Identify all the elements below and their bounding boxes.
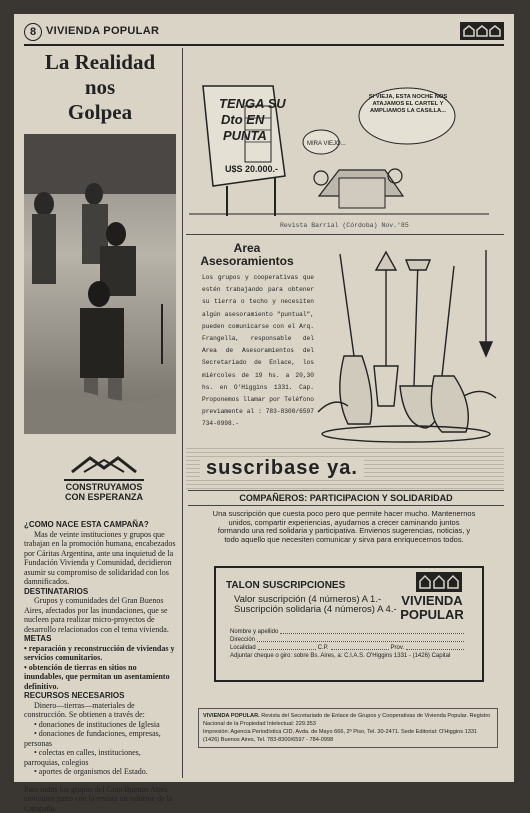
field-label: Dirección (230, 636, 255, 644)
headline (24, 50, 176, 125)
field-line (257, 641, 464, 642)
list-item: • obtención de tierras en sitios no inundables, que permitan un asentamiento definitivo. (24, 663, 176, 692)
subscribe-heading: suscribase ya. (200, 457, 364, 480)
subscribe-banner (186, 447, 504, 489)
publication-name: VIVIENDA POPULAR (46, 25, 159, 37)
field-label: Localidad (230, 644, 256, 652)
participation-body: Una suscripción que cuesta poco pero que permite hacer mucho. Mantenernos unidos, compartir experiencias, ayudarnos a crecer caminando juntos formando una red solidaria y participativa. Envienos sugerencias, noticias, y todo aquello que necesiten comunicar y sirva para enriquecernos todos. (212, 510, 476, 544)
payment-instructions: Adjuntar cheque o giro: sobre Bs. Aires, a: C.I.A.S. O'Higgins 1331 - (1426) Capital (230, 652, 466, 670)
page-number: 8 (24, 23, 42, 41)
cartoon-illustration (189, 66, 489, 220)
speech-bubble-large: SI VIEJA, ESTA NOCHE NOS ATAJAMOS EL CARTEL Y AMPLIAMOS LA CASILLA... (365, 94, 451, 114)
coupon-price-line: Suscripción solidaria (4 números) A 4.- (234, 604, 397, 615)
list-item: • reparación y reconstrucción de viviendas y servicios comunitarios. (24, 644, 176, 663)
coupon-title: TALON SUSCRIPCIONES (226, 580, 345, 591)
sign-line: TENGA SU (219, 96, 286, 111)
column-divider (182, 48, 183, 778)
list-item: • donaciones de instituciones de Iglesia (24, 720, 176, 730)
paragraph: Grupos y comunidades del Gran Buenos Aires, afectados por las inundaciones, que se nucleen para realizar micro-proyectos de desarrollo relacionados con el tema vivienda. (24, 596, 176, 634)
field-line (258, 649, 316, 650)
shovels-illustration (314, 246, 499, 446)
field-line (406, 649, 464, 650)
coupon-form (230, 628, 466, 670)
headline-line: La Realidad (24, 50, 176, 75)
section-divider (186, 234, 504, 235)
section-heading: ¿COMO NACE ESTA CAMPAÑA? (24, 520, 176, 530)
logo-line: CON ESPERANZA (64, 492, 144, 502)
construyamos-logo (64, 454, 144, 502)
area-body (202, 272, 314, 431)
campaign-text (24, 520, 176, 813)
area-paragraph: Los grupos y cooperativas que estén trabajando para obtener su tierra o techo y necesiten algún asesoramiento "puntual", pueden comunicarse con el Arq. Frangella, responsable del Area de Asesoramientos del Secretariado de Enlace, los miércoles de 19 hs. a 20,30 hs. en O'Higgins 1331. Cap. Proponemos llamar por Teléfono previamente al : 783-8300/6597 734-0998.- (202, 272, 314, 431)
price-tag: U$S 20.000.- (225, 164, 278, 174)
field-label: C.P. (318, 644, 329, 652)
paragraph: Dinero—tierras—materiales de construcción. Se obtienen a través de: (24, 701, 176, 720)
section-heading: RECURSOS NECESARIOS (24, 691, 176, 701)
locality-field[interactable] (230, 644, 466, 652)
area-title (192, 242, 302, 268)
field-label: Nombre y apellido (230, 628, 278, 636)
headline-line: nos (24, 75, 176, 100)
houses-logo-icon (416, 572, 462, 592)
list-item: • colectas en calles, instituciones, parroquias, colegios (24, 748, 176, 767)
field-line (280, 633, 464, 634)
paragraph: Mas de veinte instituciones y grupos que trabajan en la promoción humana, encabezados por Cáritas Argentina, ante una inquietud de la Fundación Vivienda y Comunidad, decidieron asumir su compromiso de solidaridad con los damnificados. (24, 530, 176, 587)
roof-logo-icon (64, 454, 144, 474)
field-label: Prov. (391, 644, 405, 652)
cartoon-caption: Revista Barrial (Córdoba) Nov.'85 (280, 222, 409, 229)
coupon-brand-line: VIVIENDA (388, 594, 476, 608)
closing-note: Para todos los grupos del Gran Buenos Aires enviamos junto con la revista un informe de la Campaña. (24, 785, 176, 813)
field-line (331, 649, 389, 650)
newspaper-page (14, 14, 514, 782)
coupon-price-line: Valor suscripción (4 números) A 1.- (234, 594, 381, 605)
imprint-line: Impresión: Agencia Periodística CID, Avda. de Mayo 666, 2º Piso, Tel. 30-2471. Sede Editorial: O'Higgins 1331 (1426) Buenos Aires, Tel. 783-8300/6597 - 784-0998 (203, 728, 493, 744)
speech-bubble-small: MIRA VIEJO... (307, 141, 346, 147)
headline-line: Golpea (24, 100, 176, 125)
sign-line: PUNTA (223, 128, 267, 143)
area-title-line: Area (192, 242, 302, 255)
section-heading: DESTINATARIOS (24, 587, 176, 597)
participation-title: COMPAÑEROS: PARTICIPACION Y SOLIDARIDAD (188, 490, 504, 506)
address-field[interactable] (230, 636, 466, 644)
houses-logo-icon (460, 22, 504, 40)
sign-line: Dto EN (221, 112, 265, 127)
page-header (24, 22, 504, 46)
imprint-line: Revista del Secretariado de Enlace de Grupos y Cooperativas de Vivienda Popular. Registro Nacional de la Propiedad Intelectual: 229.353 (203, 713, 490, 727)
list-item: • donaciones de fundaciones, empresas, personas (24, 729, 176, 748)
list-item: • aportes de organismos del Estado. (24, 767, 176, 777)
imprint-brand: VIVIENDA POPULAR. (203, 713, 260, 719)
section-heading: METAS (24, 634, 176, 644)
coupon-brand-line: POPULAR (388, 608, 476, 622)
name-field[interactable] (230, 628, 466, 636)
area-title-line: Asesoramientos (192, 255, 302, 268)
logo-line: CONSTRUYAMOS (64, 482, 144, 492)
subscription-coupon[interactable] (214, 566, 484, 682)
flood-photo (24, 134, 176, 434)
imprint-box (198, 708, 498, 748)
coupon-brand (388, 594, 476, 622)
